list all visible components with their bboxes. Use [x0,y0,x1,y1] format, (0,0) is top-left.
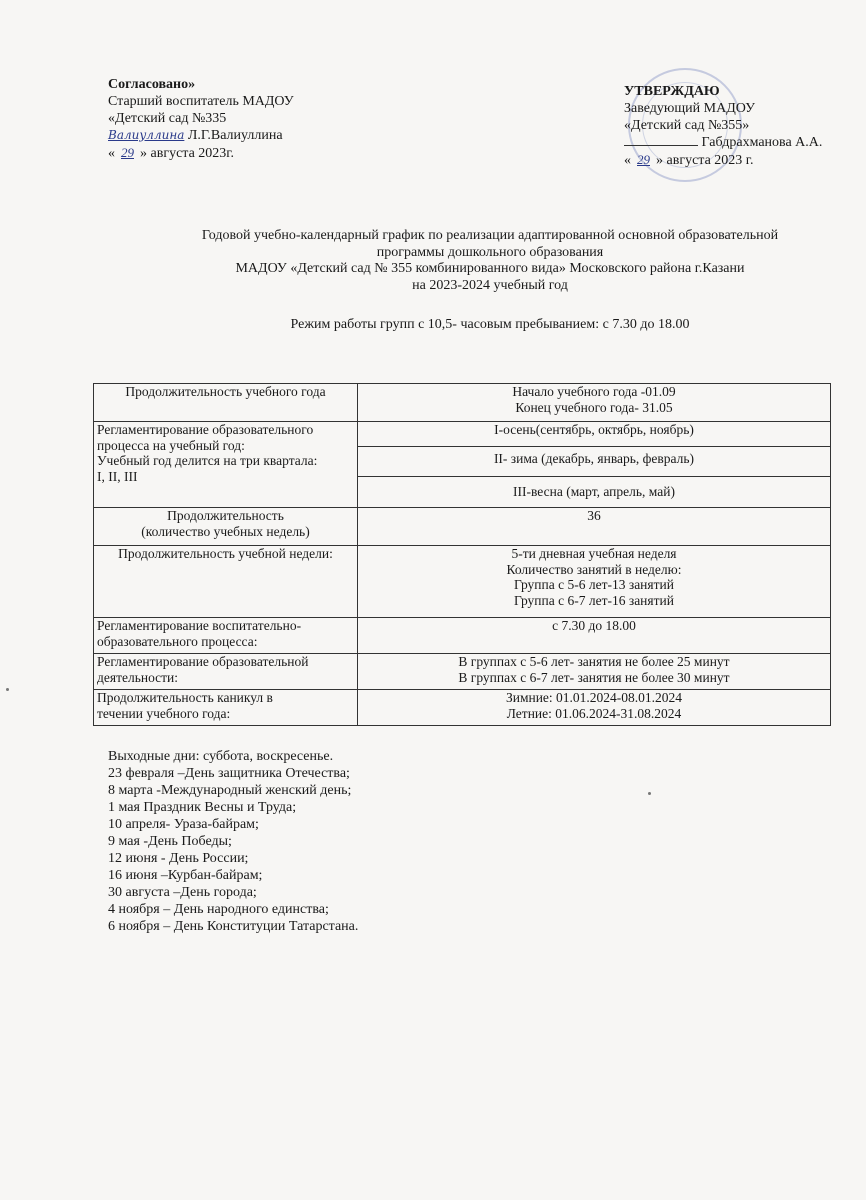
approved-date-day: 29 [637,152,650,167]
table-row [94,690,831,726]
activity-label-2: деятельности: [97,669,179,685]
agreed-name: Л.Г.Валиуллина [187,128,283,143]
table-row [94,508,831,546]
approved-org: «Детский сад №355» [624,118,750,133]
approved-heading: УТВЕРЖДАЮ [624,84,720,99]
list-item: 8 марта -Международный женский день; [108,783,352,798]
agreed-org: «Детский сад №335 [108,111,227,126]
list-item: 4 ноября – День народного единства; [108,902,329,917]
list-item: 9 мая -День Победы; [108,834,232,849]
agreed-position: Старший воспитатель МАДОУ [108,94,294,109]
list-item: 12 июня - День России; [108,851,249,866]
title-line-2: программы дошкольного образования [376,244,604,260]
list-item: 23 февраля –День защитника Отечества; [108,766,350,781]
holidays-label-2: течении учебного года: [97,705,231,721]
year-start: Начало учебного года -01.09 [512,384,676,399]
holidays-label-1: Продолжительность каникул в [97,690,273,705]
scan-speck [648,792,651,795]
agreed-signature-line [108,127,348,144]
quarters-label-4: I, II, III [97,468,138,484]
work-mode: Режим работы групп с 10,5- часовым пребыванием: с 7.30 до 18.00 [290,317,690,332]
approved-position: Заведующий МАДОУ [624,101,755,116]
approved-date-open: « [624,153,631,168]
list-item: 1 мая Праздник Весны и Труда; [108,800,297,815]
approved-name: Габдрахманова А.А. [701,135,823,150]
activity-label-1: Регламентирование образовательной [97,654,309,669]
activity-6-7: В группах с 6-7 лет- занятия не более 30 минут [458,669,730,685]
agreed-date-rest: » августа 2023г. [140,146,234,161]
agreed-date [108,144,348,162]
list-item: 10 апреля- Ураза-байрам; [108,817,259,832]
quarter-winter: II- зима (декабрь, январь, февраль) [358,447,831,477]
upbringing-hours: с 7.30 до 18.00 [358,618,831,654]
list-item: Выходные дни: суббота, воскресенье. [108,749,334,764]
quarter-autumn: I-осень(сентябрь, октябрь, ноябрь) [358,422,831,447]
quarter-spring: III-весна (март, апрель, май) [358,477,831,508]
row-value [358,546,831,618]
quarters-label-2: процесса на учебный год: [97,437,245,453]
row-label [94,618,358,654]
list-item: 6 ноября – День Конституции Татарстана. [108,919,359,934]
summer-break: Летние: 01.06.2024-31.08.2024 [506,705,682,721]
approved-date-rest: » августа 2023 г. [656,153,754,168]
agreed-block [108,76,348,162]
approved-date [624,151,844,169]
title-line-3: МАДОУ «Детский сад № 355 комбинированного вида» Московского района г.Казани [235,261,745,276]
week-type: 5-ти дневная учебная неделя [511,546,677,561]
table-row [94,546,831,618]
row-label [94,654,358,690]
lessons-heading: Количество занятий в неделю: [506,561,682,577]
lessons-6-7: Группа с 6-7 лет-16 занятий [514,592,674,608]
table-row [94,618,831,654]
approved-signature-line [624,134,844,151]
approved-signature-blank [624,145,698,146]
activity-5-6: В группах с 5-6 лет- занятия не более 25 минут [458,654,730,669]
quarters-label-1: Регламентирование образовательного [97,422,314,437]
document-title [150,228,830,294]
title-line-1: Годовой учебно-календарный график по реализации адаптированной основной образовательной [201,228,779,243]
agreed-date-open: « [108,146,115,161]
scan-speck [6,688,9,691]
row-value [358,690,831,726]
table-row [94,384,831,422]
upbringing-label-2: образовательного процесса: [97,633,258,649]
row-label: Продолжительность учебной недели: [94,546,358,618]
agreed-heading: Согласовано» [108,77,196,92]
weeks-label-1: Продолжительность [167,508,284,523]
agreed-date-day: 29 [121,145,134,160]
agreed-signature: Валиуллина [108,128,185,142]
approved-block [624,83,844,169]
table-row [94,654,831,690]
row-label [94,508,358,546]
row-value [358,654,831,690]
upbringing-label-1: Регламентирование воспитательно- [97,618,302,633]
list-item: 16 июня –Курбан-байрам; [108,868,263,883]
list-item: 30 августа –День города; [108,885,257,900]
schedule-table [93,383,831,726]
holidays-list [108,748,358,935]
lessons-5-6: Группа с 5-6 лет-13 занятий [514,577,674,592]
row-label [94,690,358,726]
year-end: Конец учебного года- 31.05 [515,399,673,415]
row-label: Продолжительность учебного года [94,384,358,422]
row-value [358,384,831,422]
table-row [94,422,831,447]
weeks-label-2: (количество учебных недель) [141,523,310,539]
quarters-label-3: Учебный год делится на три квартала: [97,453,318,468]
winter-break: Зимние: 01.01.2024-08.01.2024 [505,690,683,705]
row-label [94,422,358,508]
title-line-4: на 2023-2024 учебный год [412,277,568,293]
weeks-count: 36 [358,508,831,546]
